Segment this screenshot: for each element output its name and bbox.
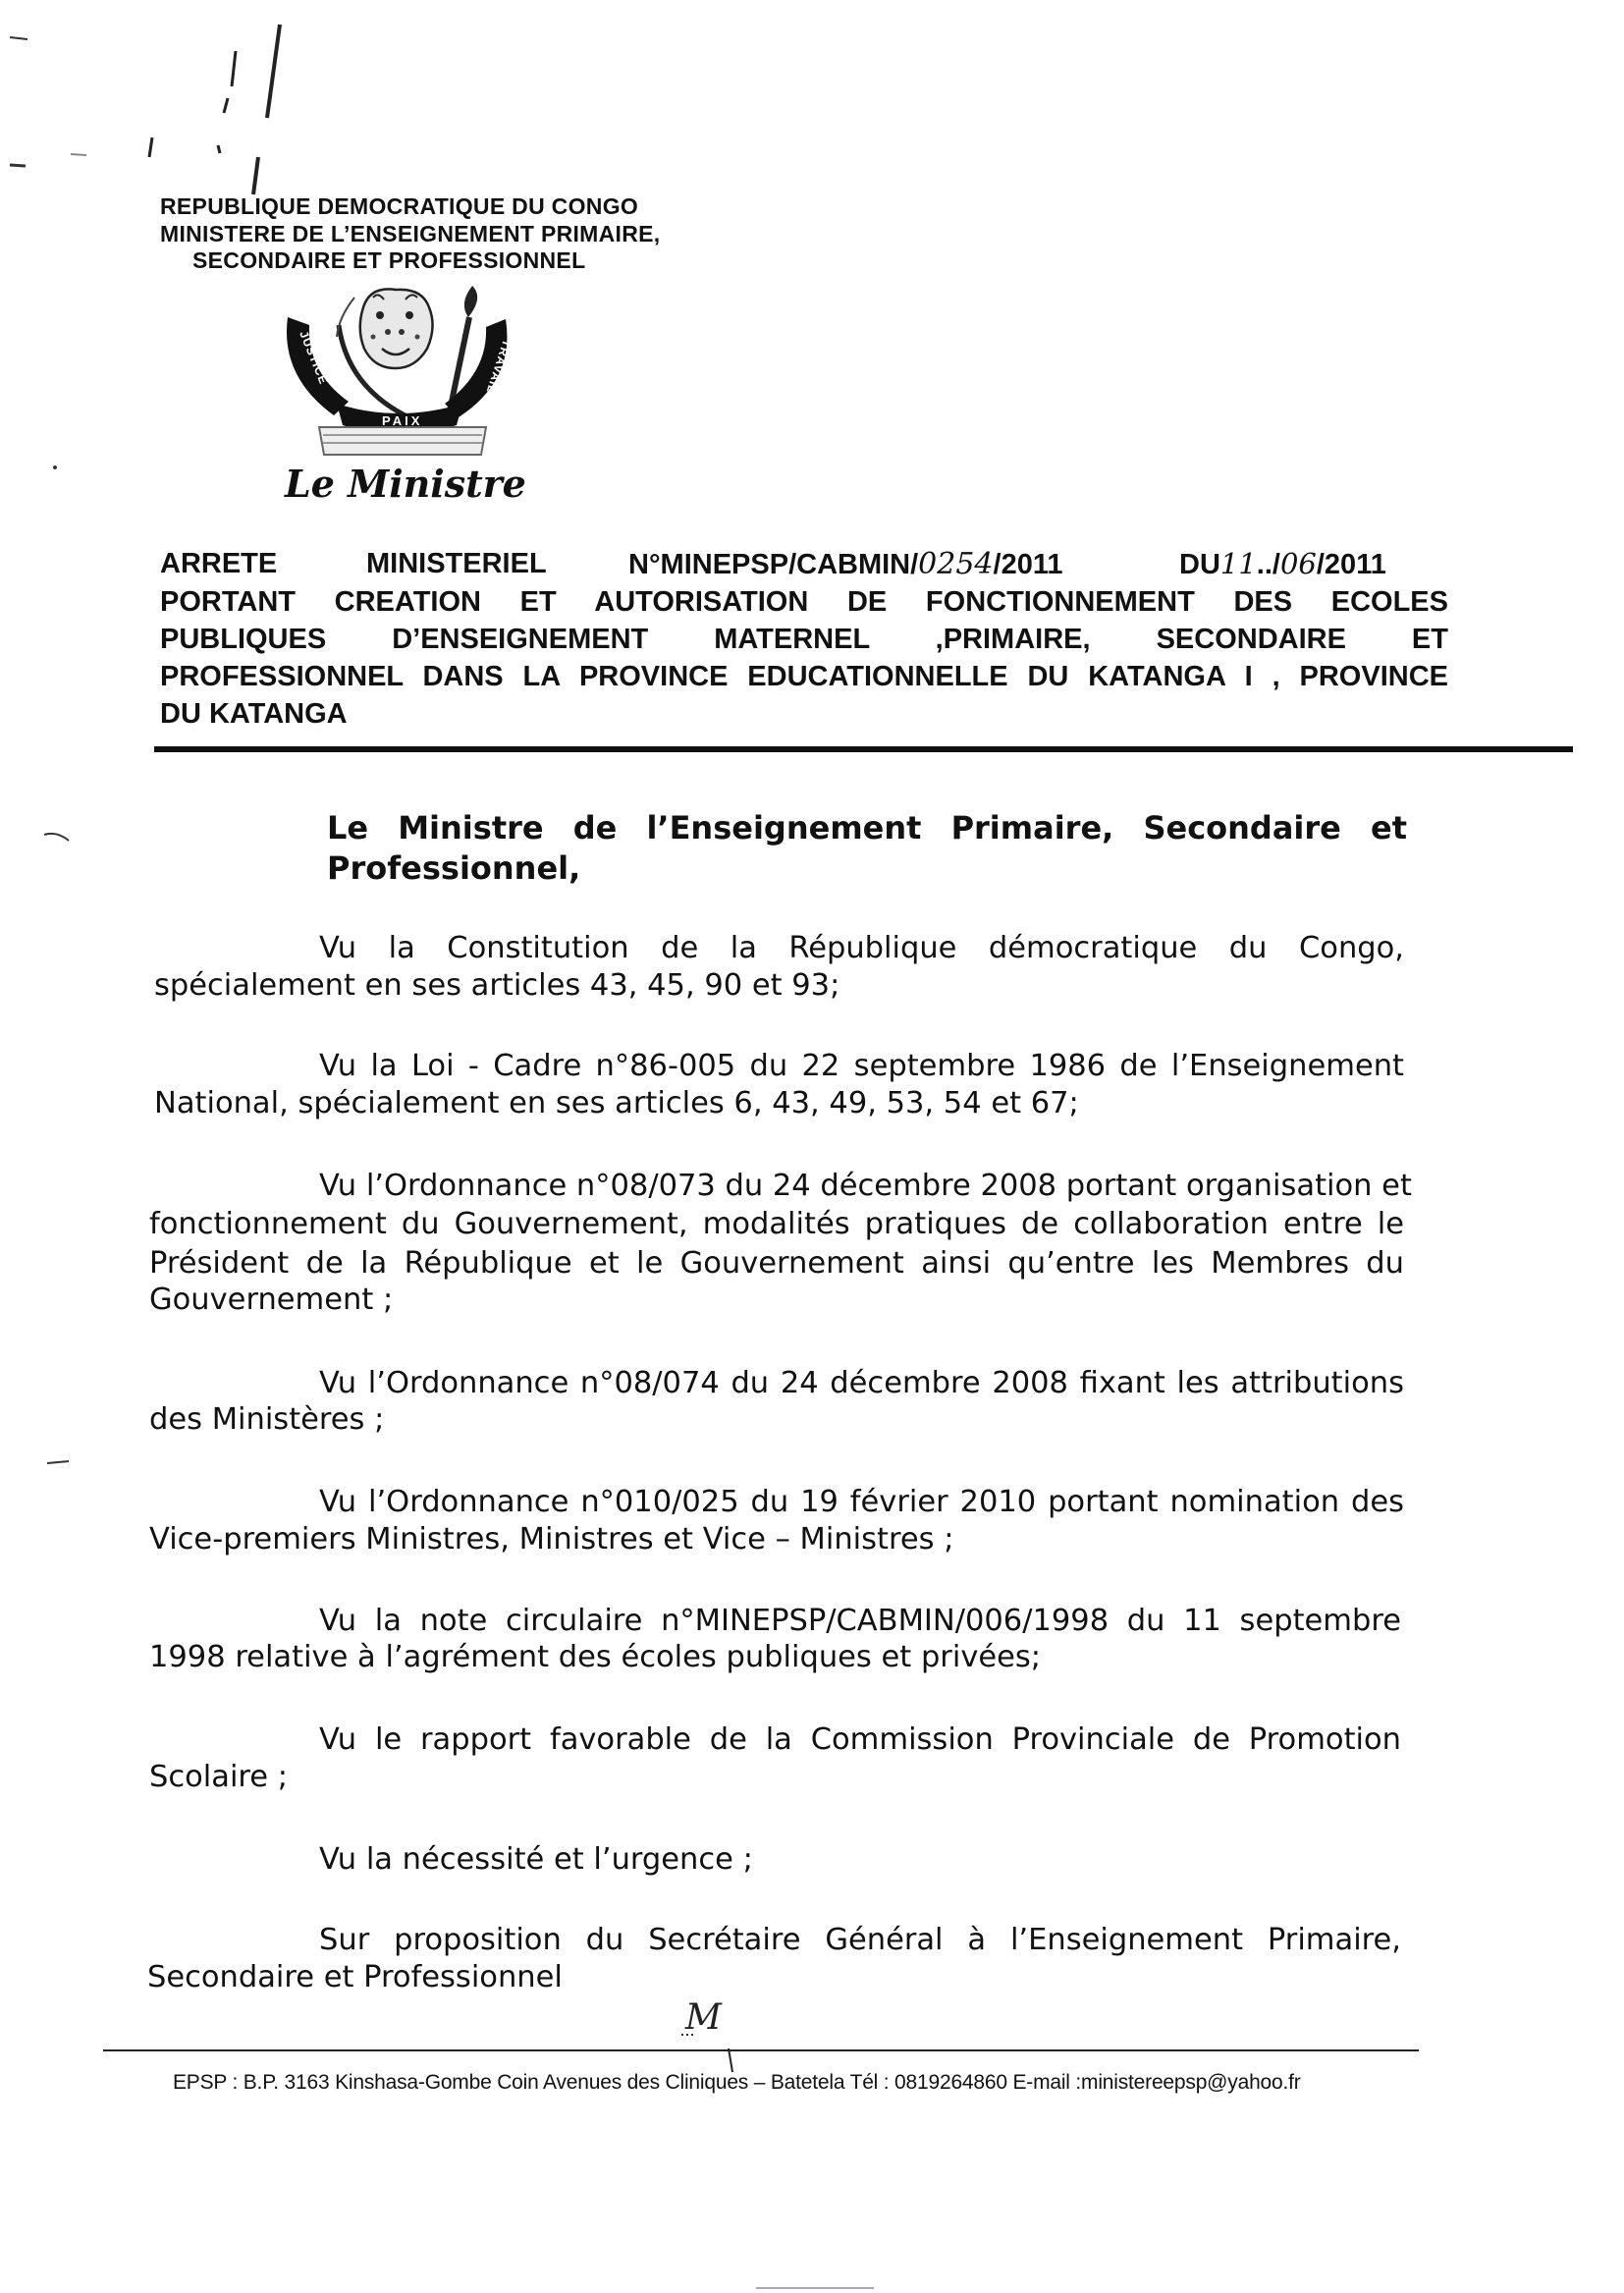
para-3-line-1: Vu l’Ordonnance n°08/073 du 24 décembre 2008 portant organisation et [319, 1169, 1412, 1203]
para-5-line-1: Vu l’Ordonnance n°010/025 du 19 février 2010 portant nomination des [319, 1485, 1404, 1519]
footer-address: EPSP : B.P. 3163 Kinshasa-Gombe Coin Avenues des Cliniques – Batetela Tél : 0819264860 E-mail :ministereepsp@yahoo.fr [173, 2071, 1301, 2094]
para-6-line-1: Vu la note circulaire n°MINEPSP/CABMIN/006/1998 du 11 septembre [319, 1604, 1401, 1638]
para-4-line-1: Vu l’Ordonnance n°08/074 du 24 décembre 2008 fixant les attributions [319, 1366, 1404, 1400]
emblem-motto-bottom: PAIX [382, 413, 423, 428]
para-3-line-2: fonctionnement du Gouvernement, modalités pratiques de collaboration entre le [149, 1207, 1404, 1241]
decree-date-du: DU [1179, 549, 1220, 580]
coat-of-arms-emblem [280, 278, 520, 464]
decree-word-ministeriel: MINISTERIEL [366, 548, 547, 579]
minister-intro-line-1: Le Ministre de l’Enseignement Primaire, Secondaire et [327, 809, 1407, 846]
decree-ref-number-handwritten: 0254 [918, 547, 994, 581]
decree-date: DU11../06/2011 [1179, 547, 1386, 580]
decree-title-line-1 [160, 545, 1448, 583]
decree-word-arrete: ARRETE [160, 548, 278, 579]
para-9-line-1: Sur proposition du Secrétaire Général à l’Enseignement Primaire, [319, 1923, 1401, 1957]
para-2-line-1: Vu la Loi - Cadre n°86-005 du 22 septembre 1986 de l’Enseignement [319, 1049, 1404, 1083]
decree-date-year: /2011 [1316, 549, 1386, 580]
emblem-motto-right: TRAVAIL [483, 338, 514, 396]
para-4-line-2: des Ministères ; [149, 1402, 385, 1437]
decree-day-handwritten: 11 [1219, 547, 1257, 580]
decree-ref-prefix: N°MINEPSP/CABMIN/ [628, 549, 919, 580]
decree-title-line-2: PORTANT CREATION ET AUTORISATION DE FONCTIONNEMENT DES ECOLES [160, 586, 1448, 618]
para-1-line-2: spécialement en ses articles 43, 45, 90 et 93; [154, 968, 840, 1003]
decree-month-handwritten: 06 [1279, 547, 1317, 580]
para-2-line-2: National, spécialement en ses articles 6, 43, 49, 53, 54 et 67; [154, 1086, 1079, 1120]
decree-title-line-3: PUBLIQUES D’ENSEIGNEMENT MATERNEL ,PRIMAIRE, SECONDAIRE ET [160, 624, 1448, 655]
letterhead-line-1: REPUBLIQUE DEMOCRATIQUE DU CONGO [160, 193, 639, 219]
para-8-line-1: Vu la nécessité et l’urgence ; [319, 1842, 753, 1877]
para-3-line-4: Gouvernement ; [149, 1283, 394, 1317]
handwritten-initials: M [685, 1997, 722, 2038]
decree-title-line-5: DU KATANGA [160, 698, 348, 730]
title-rule [154, 746, 1573, 752]
emblem-motto-left: JUSTICE [297, 328, 331, 387]
para-5-line-2: Vice-premiers Ministres, Ministres et Vice – Ministres ; [149, 1522, 954, 1556]
para-3-line-3: Président de la République et le Gouvernement ainsi qu’entre les Membres du [149, 1246, 1404, 1281]
para-7-line-2: Scolaire ; [149, 1760, 289, 1794]
letterhead-line-3: SECONDAIRE ET PROFESSIONNEL [192, 247, 586, 273]
letterhead-line-2: MINISTERE DE L’ENSEIGNEMENT PRIMAIRE, [160, 221, 661, 246]
decree-ref-year: /2011 [993, 549, 1063, 580]
margin-marks [0, 805, 79, 1493]
signature-title: Le Ministre [285, 462, 526, 506]
decree-title-line-4: PROFESSIONNEL DANS LA PROVINCE EDUCATIONNELLE DU KATANGA I , PROVINCE [160, 661, 1448, 692]
decree-reference [628, 545, 1063, 584]
para-1-line-1: Vu la Constitution de la République démocratique du Congo, [319, 931, 1404, 965]
para-6-line-2: 1998 relative à l’agrément des écoles publiques et privées; [149, 1640, 1042, 1674]
para-9-line-2: Secondaire et Professionnel [147, 1960, 563, 1994]
margin-dot [49, 462, 61, 473]
para-7-line-1: Vu le rapport favorable de la Commission Provinciale de Promotion [319, 1722, 1401, 1757]
minister-intro-line-2: Professionnel, [327, 849, 581, 887]
footer-rule [103, 2049, 1419, 2051]
scan-bottom-mark [756, 2287, 874, 2289]
